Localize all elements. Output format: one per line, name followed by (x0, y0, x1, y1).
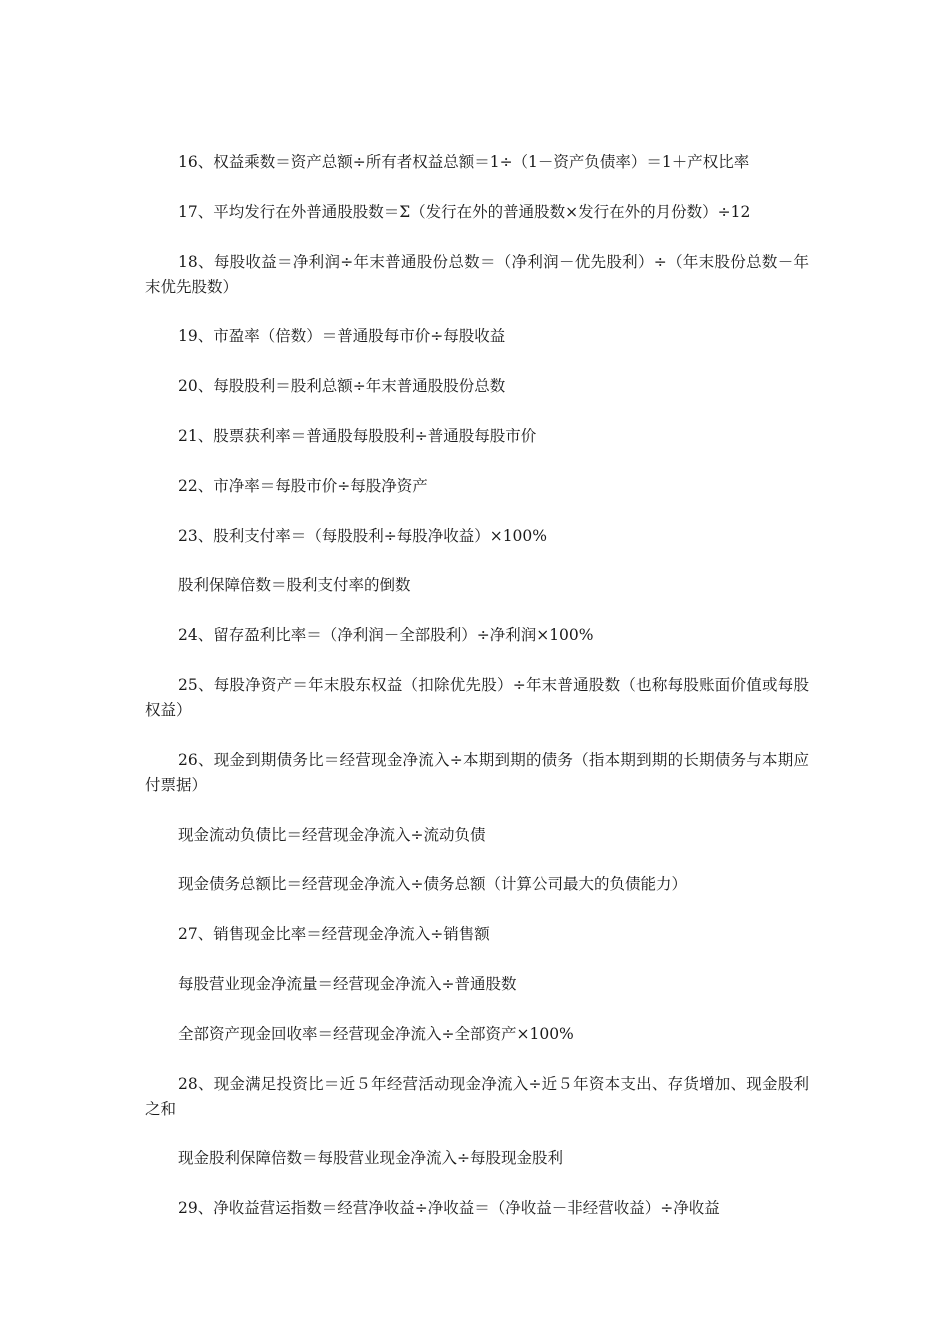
formula-paragraph: 25、每股净资产＝年末股东权益（扣除优先股）÷年末普通股数（也称每股账面价值或每股权益） (145, 675, 809, 719)
formula-paragraph: 17、平均发行在外普通股股数＝Σ（发行在外的普通股数×发行在外的月份数）÷12 (178, 202, 751, 221)
formula-paragraph: 23、股利支付率＝（每股股利÷每股净收益）×100% (178, 526, 548, 545)
formula-paragraph: 全部资产现金回收率＝经营现金净流入÷全部资产×100% (178, 1024, 574, 1043)
formula-paragraph: 18、每股收益＝净利润÷年末普通股份总数＝（净利润－优先股利）÷（年末股份总数－年末优先股数） (145, 252, 809, 296)
formula-paragraph: 现金流动负债比＝经营现金净流入÷流动负债 (178, 825, 486, 844)
formula-paragraph: 21、股票获利率＝普通股每股股利÷普通股每股市价 (178, 426, 537, 445)
formula-paragraph: 16、权益乘数＝资产总额÷所有者权益总额＝1÷（1－资产负债率）＝1＋产权比率 (178, 153, 750, 171)
formula-paragraph: 19、市盈率（倍数）＝普通股每市价÷每股收益 (178, 327, 506, 346)
formula-paragraph: 27、销售现金比率＝经营现金净流入÷销售额 (178, 925, 490, 944)
formula-paragraph: 24、留存盈利比率＝（净利润－全部股利）÷净利润×100% (178, 626, 594, 645)
formula-paragraph: 每股营业现金净流量＝经营现金净流入÷普通股数 (178, 974, 517, 993)
formula-paragraph: 29、净收益营运指数＝经营净收益÷净收益＝（净收益－非经营收益）÷净收益 (178, 1199, 720, 1218)
document-body (145, 150, 809, 1246)
formula-paragraph: 20、每股股利＝股利总额÷年末普通股股份总数 (178, 377, 506, 396)
formula-paragraph: 28、现金满足投资比＝近５年经营活动现金净流入÷近５年资本支出、存货增加、现金股利之和 (145, 1074, 809, 1118)
formula-paragraph: 现金债务总额比＝经营现金净流入÷债务总额（计算公司最大的负债能力） (178, 875, 687, 894)
formula-paragraph: 股利保障倍数＝股利支付率的倒数 (178, 576, 411, 595)
formula-paragraph: 22、市净率＝每股市价÷每股净资产 (178, 476, 428, 495)
formula-paragraph: 现金股利保障倍数＝每股营业现金净流入÷每股现金股利 (178, 1149, 563, 1168)
formula-paragraph: 26、现金到期债务比＝经营现金净流入÷本期到期的债务（指本期到期的长期债务与本期应付票据） (145, 750, 809, 794)
